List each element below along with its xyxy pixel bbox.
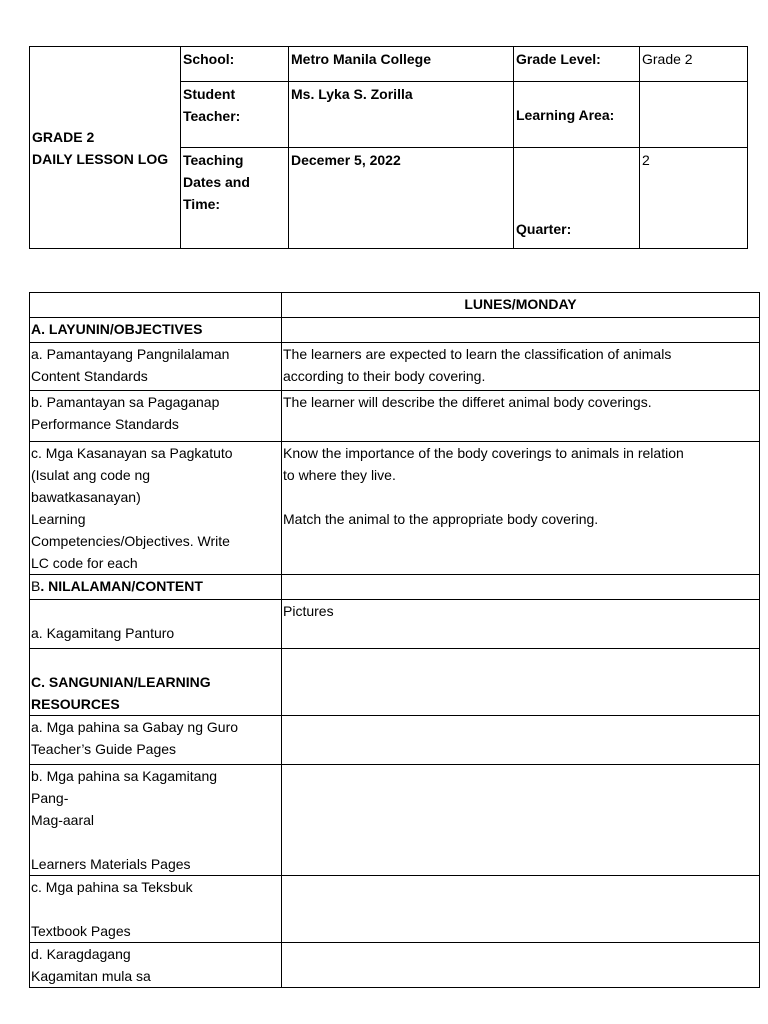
log-title-grade: GRADE 2 <box>32 128 95 145</box>
learning-resources-value <box>282 649 760 716</box>
textbook-pages-value <box>282 876 760 943</box>
grade-level-value: Grade 2 <box>640 47 748 82</box>
content-section-prefix: B <box>31 578 41 594</box>
teachers-guide-pages-value <box>282 716 760 765</box>
learning-resources-label: C. SANGUNIAN/LEARNING RESOURCES <box>30 649 282 716</box>
learning-competencies-label: c. Mga Kasanayan sa Pagkatuto (Isulat ang code ng bawatkasanayan) Learning Competencies/Objectives. Write LC code for each <box>30 442 282 575</box>
performance-standards-value: The learner will describe the differet animal body coverings. <box>282 391 760 442</box>
grade-level-label: Grade Level: <box>514 47 640 82</box>
log-title-name: DAILY LESSON LOG <box>32 150 169 167</box>
learning-area-label: Learning Area: <box>514 82 640 148</box>
additional-materials-value <box>282 943 760 988</box>
learning-competencies-value: Know the importance of the body coverings to animals in relation to where they live. Match the animal to the appropriate body covering. <box>282 442 760 575</box>
learning-area-value <box>640 82 748 148</box>
day-header: LUNES/MONDAY <box>282 293 760 318</box>
objectives-section-content <box>282 318 760 343</box>
teaching-materials-value: Pictures <box>282 600 760 649</box>
teaching-materials-label: a. Kagamitang Panturo <box>30 600 282 649</box>
content-section-label <box>30 575 282 600</box>
content-section-value <box>282 575 760 600</box>
teaching-dates-label: Teaching Dates and Time: <box>181 148 289 249</box>
header-blank-cell <box>30 293 282 318</box>
learners-materials-pages-value <box>282 765 760 876</box>
log-title <box>30 47 181 249</box>
student-teacher-label: Student Teacher: <box>181 82 289 148</box>
content-standards-value: The learners are expected to learn the classification of animals according to their body covering. <box>282 343 760 391</box>
quarter-value: 2 <box>640 148 748 249</box>
school-value: Metro Manila College <box>289 47 514 82</box>
student-teacher-value: Ms. Lyka S. Zorilla <box>289 82 514 148</box>
quarter-label: Quarter: <box>514 148 640 249</box>
content-standards-label: a. Pamantayang Pangnilalaman Content Standards <box>30 343 282 391</box>
textbook-pages-label: c. Mga pahina sa Teksbuk Textbook Pages <box>30 876 282 943</box>
teaching-dates-value: Decemer 5, 2022 <box>289 148 514 249</box>
objectives-section-label: A. LAYUNIN/OBJECTIVES <box>30 318 282 343</box>
performance-standards-label: b. Pamantayan sa Pagaganap Performance Standards <box>30 391 282 442</box>
content-section-title: . NILALAMAN/CONTENT <box>40 578 203 594</box>
school-label: School: <box>181 47 289 82</box>
additional-materials-label: d. Karagdagang Kagamitan mula sa <box>30 943 282 988</box>
teachers-guide-pages-label: a. Mga pahina sa Gabay ng Guro Teacher’s Guide Pages <box>30 716 282 765</box>
lesson-log-header-table <box>29 46 748 249</box>
lesson-plan-table <box>29 292 760 988</box>
learners-materials-pages-label: b. Mga pahina sa Kagamitang Pang- Mag-aaral Learners Materials Pages <box>30 765 282 876</box>
